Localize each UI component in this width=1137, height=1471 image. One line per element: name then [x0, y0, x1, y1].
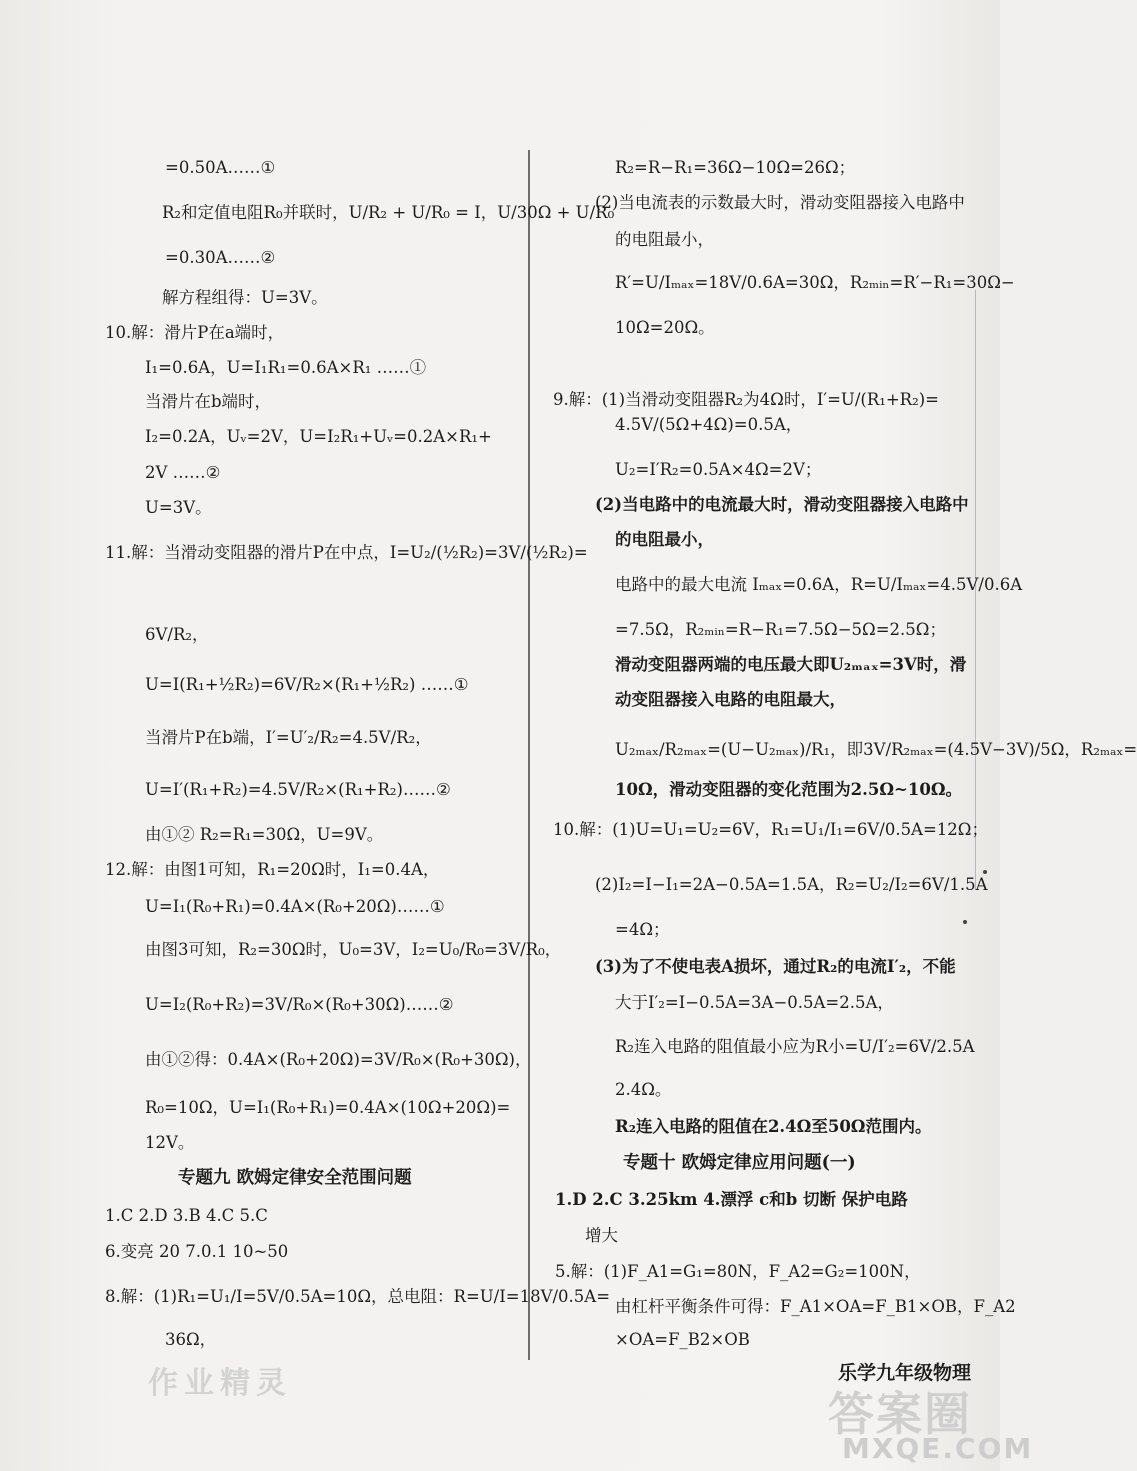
text-line: R′=U/Iₘₐₓ=18V/0.6A=30Ω，R₂ₘᵢₙ=R′−R₁=30Ω−: [615, 273, 1015, 292]
text-line: 10.解：滑片P在a端时，: [105, 323, 285, 342]
text-line: U₂=I′R₂=0.5A×4Ω=2V；: [615, 460, 822, 479]
text-line: R₂连入电路的阻值最小应为R小=U/I′₂=6V/2.5A: [615, 1037, 975, 1056]
text-line: 解方程组得：U=3V。: [162, 288, 328, 307]
text-line: 滑动变阻器两端的电压最大即U₂ₘₐₓ=3V时，滑: [615, 655, 967, 674]
text-line: 由杠杆平衡条件可得：F_A1×OA=F_B1×OB，F_A2: [615, 1297, 1016, 1316]
text-line: =0.50A……①: [165, 158, 276, 177]
page-footer: 乐学九年级物理: [838, 1362, 972, 1384]
text-line: R₂和定值电阻R₀并联时，U/R₂ + U/R₀ = I，U/30Ω + U/R₀: [162, 203, 615, 222]
text-line: =4Ω；: [615, 920, 670, 939]
text-line: 4.5V/(5Ω+4Ω)=0.5A，: [615, 415, 803, 434]
column-divider: [528, 150, 530, 1360]
margin-dot: [963, 920, 967, 924]
text-line: 5.解：(1)F_A1=G₁=80N，F_A2=G₂=100N，: [555, 1262, 921, 1281]
text-line: 的电阻最小，: [615, 230, 714, 249]
text-line: 10Ω，滑动变阻器的变化范围为2.5Ω~10Ω。: [615, 780, 963, 799]
text-line: U=I′(R₁+R₂)=4.5V/R₂×(R₁+R₂)……②: [145, 780, 451, 799]
watermark: 答案圈: [828, 1387, 972, 1441]
text-line: (3)为了不使电表A损坏，通过R₂的电流I′₂，不能: [595, 957, 956, 976]
text-line: 动变阻器接入电路的电阻最大，: [615, 690, 846, 709]
text-line: ×OA=F_B2×OB: [615, 1330, 750, 1349]
text-line: 当滑片P在b端，I′=U′₂/R₂=4.5V/R₂，: [145, 728, 432, 747]
text-line: U=I(R₁+½R₂)=6V/R₂×(R₁+½R₂) ……①: [145, 675, 469, 694]
text-line: 6.变亮 20 7.0.1 10~50: [105, 1242, 289, 1261]
text-line: I₂=0.2A，Uᵥ=2V，U=I₂R₁+Uᵥ=0.2A×R₁+: [145, 427, 492, 446]
margin-dot: [983, 870, 987, 874]
text-line: I₁=0.6A，U=I₁R₁=0.6A×R₁ ……①: [145, 358, 427, 377]
text-line: 2.4Ω。: [615, 1080, 672, 1099]
text-line: 1.C 2.D 3.B 4.C 5.C: [105, 1206, 268, 1225]
text-line: U=3V。: [145, 498, 212, 517]
text-line: (2)当电流表的示数最大时，滑动变阻器接入电路中: [595, 193, 965, 212]
text-line: 6V/R₂，: [145, 625, 209, 644]
text-line: 当滑片在b端时，: [145, 392, 272, 411]
text-line: =0.30A……②: [165, 248, 276, 267]
text-line: 10.解：(1)U=U₁=U₂=6V，R₁=U₁/I₁=6V/0.5A=12Ω；: [553, 820, 988, 839]
text-line: (2)I₂=I−I₁=2A−0.5A=1.5A，R₂=U₂/I₂=6V/1.5A: [595, 875, 988, 894]
watermark: 作业精灵: [148, 1366, 292, 1401]
text-line: 8.解：(1)R₁=U₁/I=5V/0.5A=10Ω，总电阻：R=U/I=18V/0.5A=: [105, 1287, 611, 1306]
text-line: =7.5Ω，R₂ₘᵢₙ=R−R₁=7.5Ω−5Ω=2.5Ω；: [615, 620, 946, 639]
text-line: 1.D 2.C 3.25km 4.漂浮 c和b 切断 保护电路: [555, 1190, 908, 1209]
text-line: 大于I′₂=I−0.5A=3A−0.5A=2.5A，: [615, 993, 894, 1012]
text-line: 电路中的最大电流 Iₘₐₓ=0.6A，R=U/Iₘₐₓ=4.5V/0.6A: [615, 575, 1023, 594]
text-line: 的电阻最小，: [615, 530, 714, 549]
text-line: R₂连入电路的阻值在2.4Ω至50Ω范围内。: [615, 1117, 932, 1136]
text-line: U₂ₘₐₓ/R₂ₘₐₓ=(U−U₂ₘₐₓ)/R₁，即3V/R₂ₘₐₓ=(4.5V−3V)/5Ω，R₂ₘₐₓ=: [615, 740, 1137, 759]
section-heading: 专题十 欧姆定律应用问题(一): [623, 1153, 856, 1173]
text-line: 2V ……②: [145, 463, 221, 482]
text-line: 11.解：当滑动变阻器的滑片P在中点，I=U₂/(½R₂)=3V/(½R₂)=: [105, 543, 588, 562]
text-line: 由①② R₂=R₁=30Ω，U=9V。: [145, 825, 384, 844]
text-line: 10Ω=20Ω。: [615, 318, 715, 337]
text-line: R₀=10Ω，U=I₁(R₀+R₁)=0.4A×(10Ω+20Ω)=: [145, 1098, 511, 1117]
text-line: 增大: [585, 1226, 618, 1245]
text-line: 12V。: [145, 1133, 195, 1152]
watermark: MXQE.COM: [842, 1432, 1034, 1465]
text-line: 9.解：(1)当滑动变阻器R₂为4Ω时，I′=U/(R₁+R₂)=: [553, 390, 939, 409]
text-line: R₂=R−R₁=36Ω−10Ω=26Ω；: [615, 158, 856, 177]
text-line: 36Ω，: [165, 1330, 217, 1349]
text-line: (2)当电路中的电流最大时，滑动变阻器接入电路中: [595, 495, 969, 514]
text-line: U=I₁(R₀+R₁)=0.4A×(R₀+20Ω)……①: [145, 897, 445, 916]
text-line: U=I₂(R₀+R₂)=3V/R₀×(R₀+30Ω)……②: [145, 995, 454, 1014]
text-line: 由①②得：0.4A×(R₀+20Ω)=3V/R₀×(R₀+30Ω)，: [145, 1050, 532, 1069]
section-heading: 专题九 欧姆定律安全范围问题: [178, 1168, 412, 1188]
text-line: 由图3可知，R₂=30Ω时，U₀=3V，I₂=U₀/R₀=3V/R₀，: [145, 940, 562, 959]
text-line: 12.解：由图1可知，R₁=20Ω时，I₁=0.4A，: [105, 860, 440, 879]
